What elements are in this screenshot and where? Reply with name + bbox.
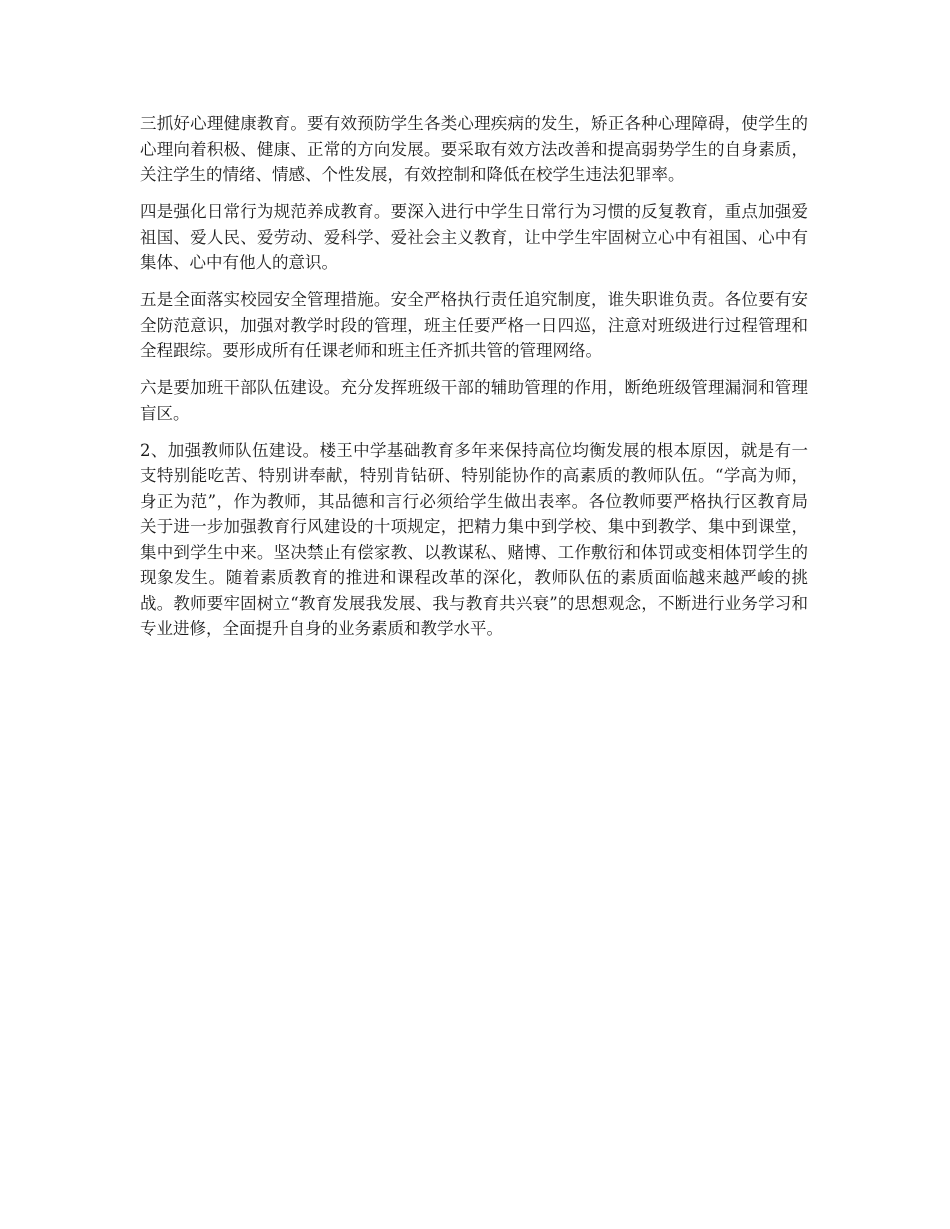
document-page bbox=[140, 111, 808, 653]
paragraph-campus-safety: 五是全面落实校园安全管理措施。安全严格执行责任追究制度，谁失职谁负责。各位要有安全防范意识，加强对教学时段的管理，班主任要严格一日四巡，注意对班级进行过程管理和全程跟综。要形成所有任课老师和班主任齐抓共管的管理网络。 bbox=[140, 290, 808, 360]
paragraph-teacher-team: 2、加强教师队伍建设。楼王中学基础教育多年来保持高位均衡发展的根本原因，就是有一支特别能吃苦、特别讲奉献，特别肯钻研、特别能协作的高素质的教师队伍。“学高为师，身正为范”，作为教师，其品德和言行必须给学生做出表率。各位教师要严格执行区教育局关于进一步加强教育行风建设的十项规定，把精力集中到学校、集中到教学、集中到课堂，集中到学生中来。坚决禁止有偿家教、以教谋私、赌博、工作敷衍和体罚或变相体罚学生的现象发生。随着素质教育的推进和课程改革的深化，教师队伍的素质面临越来越严峻的挑战。教师要牢固树立“教育发展我发展、我与教育共兴衰”的思想观念，不断进行业务学习和专业进修，全面提升自身的业务素质和教学水平。 bbox=[140, 440, 808, 638]
paragraph-behavior-norms: 四是强化日常行为规范养成教育。要深入进行中学生日常行为习惯的反复教育，重点加强爱祖国、爱人民、爱劳动、爱科学、爱社会主义教育，让中学生牢固树立心中有祖国、心中有集体、心中有他人的意识。 bbox=[140, 202, 808, 272]
paragraph-mental-health: 三抓好心理健康教育。要有效预防学生各类心理疾病的发生，矫正各种心理障碍，使学生的心理向着积极、健康、正常的方向发展。要采取有效方法改善和提高弱势学生的自身素质，关注学生的情绪、情感、个性发展，有效控制和降低在校学生违法犯罪率。 bbox=[140, 114, 808, 184]
paragraph-class-cadres: 六是要加班干部队伍建设。充分发挥班级干部的辅助管理的作用，断绝班级管理漏洞和管理盲区。 bbox=[140, 378, 808, 423]
